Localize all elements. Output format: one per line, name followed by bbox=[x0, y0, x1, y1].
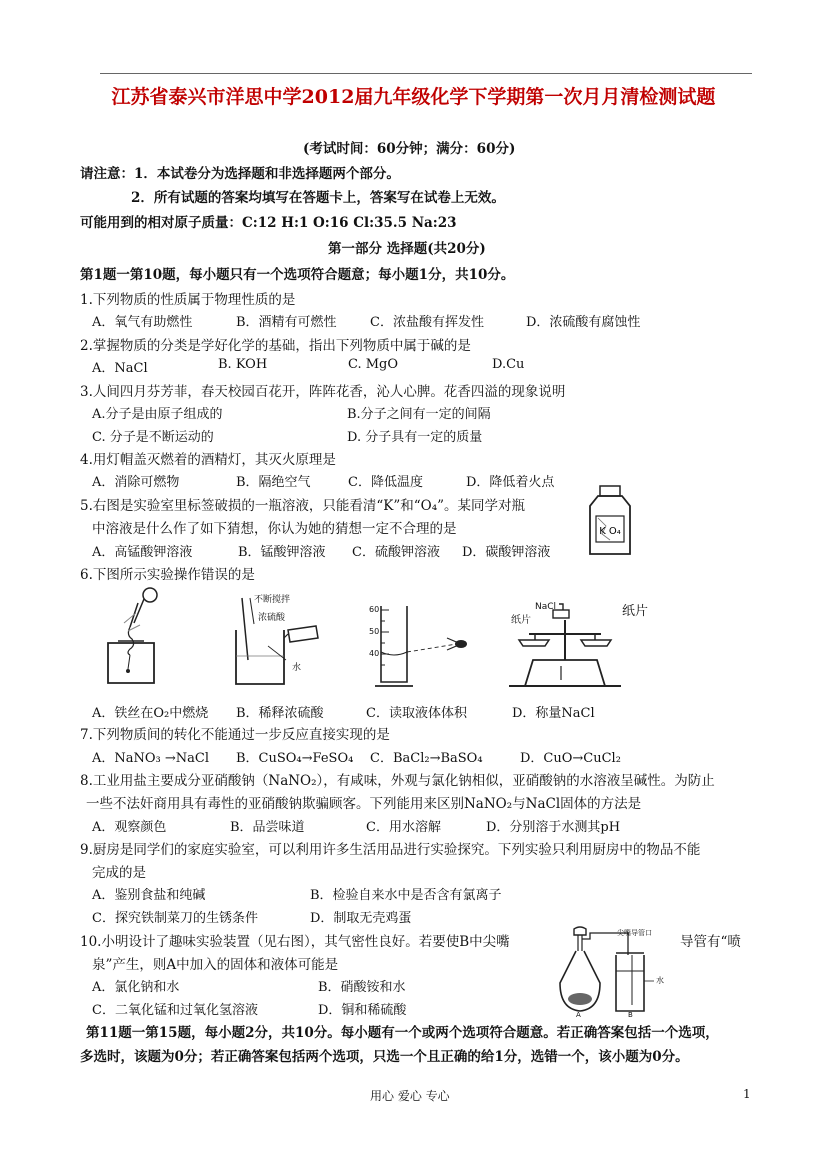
q7-option-b: B．CuSO₄→FeSO₄ bbox=[236, 751, 354, 766]
q6-stem: 6.下图所示实验操作错误的是 bbox=[80, 567, 255, 583]
q7-option-d: D．CuO→CuCl₂ bbox=[520, 751, 621, 766]
label-flask-a: A bbox=[576, 1011, 581, 1019]
tick-50: 50 bbox=[369, 627, 380, 636]
q5-option-c: C．硫酸钾溶液 bbox=[352, 545, 440, 560]
q10-stem-line1: 10.小明设计了趣味实验装置（见右图），其气密性良好。若要使B中尖嘴 bbox=[80, 934, 510, 950]
q9-stem-line2: 完成的是 bbox=[92, 865, 146, 881]
q7-option-a: A．NaNO₃ →NaCl bbox=[92, 751, 210, 766]
reagent-bottle-figure bbox=[580, 484, 640, 558]
q9-option-a: A．鉴别食盐和纯碱 bbox=[92, 888, 206, 903]
q8-option-d: D．分别溶于水测其pH bbox=[486, 820, 621, 835]
q5-stem-line2: 中溶液是什么作了如下猜想，你认为她的猜想一定不合理的是 bbox=[92, 521, 457, 537]
q10-option-d: D．铜和稀硫酸 bbox=[318, 1003, 407, 1018]
label-paper-left: 纸片 bbox=[511, 615, 531, 626]
q9-stem-line1: 9.厨房是同学们的家庭实验室，可以利用许多生活用品进行实验探究。下列实验只利用厨房中的物品不能 bbox=[80, 842, 701, 858]
exam-info: (考试时间：60分钟；满分：60分) bbox=[303, 141, 516, 157]
q5-option-b: B．锰酸钾溶液 bbox=[238, 545, 326, 560]
q5-option-d: D．碳酸钾溶液 bbox=[462, 545, 551, 560]
measuring-cylinder-figure bbox=[365, 604, 475, 690]
q10-stem-line1-end: 导管有“喷 bbox=[680, 934, 741, 950]
page-number: 1 bbox=[743, 1087, 751, 1101]
q9-option-d: D．制取无壳鸡蛋 bbox=[310, 911, 412, 926]
q7-option-c: C．BaCl₂→BaSO₄ bbox=[370, 751, 483, 766]
tick-60: 60 bbox=[369, 605, 380, 614]
q4-option-a: A．消除可燃物 bbox=[92, 475, 180, 490]
q3-option-b: B.分子之间有一定的间隔 bbox=[347, 407, 491, 422]
q8-stem-line1: 8.工业用盐主要成分亚硝酸钠（NaNO₂），有咸味，外观与氯化钠相似，亚硝酸钠的水溶液呈碱性。为防止 bbox=[80, 773, 715, 789]
q10-option-b: B．硝酸铵和水 bbox=[318, 980, 406, 995]
footer-motto: 用心 爱心 专心 bbox=[370, 1089, 450, 1103]
q4-stem: 4.用灯帽盖灭燃着的酒精灯，其灭火原理是 bbox=[80, 452, 336, 468]
fountain-apparatus-figure bbox=[552, 925, 672, 1017]
header-rule bbox=[100, 73, 752, 74]
q3-option-c: C. 分子是不断运动的 bbox=[92, 430, 214, 445]
section1-instructions: 第1题一第10题，每小题只有一个选项符合题意；每小题1分，共10分。 bbox=[80, 267, 515, 283]
label-paper-right: 纸片 bbox=[622, 604, 649, 619]
iron-wire-combustion-figure bbox=[100, 583, 162, 687]
q8-option-b: B．品尝味道 bbox=[230, 820, 305, 835]
q6-option-d: D．称量NaCl bbox=[512, 706, 595, 721]
q2-option-a: A．NaCl bbox=[92, 361, 148, 376]
label-nacl: NaCl bbox=[535, 602, 557, 612]
q8-option-c: C．用水溶解 bbox=[366, 820, 441, 835]
document-title: 江苏省泰兴市洋思中学2012届九年级化学下学期第一次月月清检测试题 bbox=[111, 86, 716, 108]
label-water: 水 bbox=[292, 663, 302, 673]
q4-option-b: B．隔绝空气 bbox=[236, 475, 311, 490]
section2-line1: 第11题一第15题，每小题2分，共10分。每小题有一个或两个选项符合题意。若正确答案包括一个选项， bbox=[86, 1025, 719, 1041]
q6-option-c: C．读取液体体积 bbox=[366, 706, 467, 721]
notice-1: 请注意：1．本试卷分为选择题和非选择题两个部分。 bbox=[80, 166, 400, 182]
q5-stem-line1: 5.右图是实验室里标签破损的一瓶溶液，只能看清“K”和“O₄”。某同学对瓶 bbox=[80, 498, 526, 514]
q10-option-a: A．氯化钠和水 bbox=[92, 980, 180, 995]
q3-option-a: A.分子是由原子组成的 bbox=[92, 407, 223, 422]
q8-option-a: A．观察颜色 bbox=[92, 820, 167, 835]
q1-option-d: D．浓硫酸有腐蚀性 bbox=[526, 315, 641, 330]
q6-option-b: B．稀释浓硫酸 bbox=[236, 706, 324, 721]
label-conc-acid: 浓硫酸 bbox=[258, 613, 286, 623]
part1-heading: 第一部分 选择题(共20分) bbox=[328, 241, 486, 257]
q4-option-d: D．降低着火点 bbox=[466, 475, 555, 490]
label-water-b: 水 bbox=[656, 976, 664, 985]
tick-40: 40 bbox=[369, 649, 380, 658]
q4-option-c: C．降低温度 bbox=[348, 475, 423, 490]
bottle-label-text: K O₄ bbox=[599, 526, 621, 537]
q1-option-c: C．浓盐酸有挥发性 bbox=[370, 315, 484, 330]
label-tip: 尖嘴导管口 bbox=[617, 929, 652, 937]
q1-stem: 1.下列物质的性质属于物理性质的是 bbox=[80, 292, 296, 308]
label-flask-b: B bbox=[628, 1011, 633, 1019]
q3-option-d: D. 分子具有一定的质量 bbox=[347, 430, 483, 445]
notice-2: 2．所有试题的答案均填写在答题卡上，答案写在试卷上无效。 bbox=[131, 190, 505, 206]
q9-option-c: C．探究铁制菜刀的生锈条件 bbox=[92, 911, 258, 926]
q6-option-a: A．铁丝在O₂中燃烧 bbox=[92, 706, 209, 721]
q8-stem-line2: 一些不法奸商用具有毒性的亚硝酸钠欺骗顾客。下列能用来区别NaNO₂与NaCl固体的方法是 bbox=[86, 796, 642, 812]
section2-line2: 多选时，该题为0分；若正确答案包括两个选项，只选一个且正确的给1分，选错一个，该小题为0分。 bbox=[80, 1049, 689, 1065]
q2-option-b: B. KOH bbox=[218, 357, 268, 372]
q5-option-a: A．高锰酸钾溶液 bbox=[92, 545, 193, 560]
q7-stem: 7.下列物质间的转化不能通过一步反应直接实现的是 bbox=[80, 727, 390, 743]
label-stirring: 不断搅拌 bbox=[254, 595, 291, 605]
q2-stem: 2.掌握物质的分类是学好化学的基础，指出下列物质中属于碱的是 bbox=[80, 338, 471, 354]
q3-stem: 3.人间四月芬芳菲，春天校园百花开，阵阵花香，沁人心脾。花香四溢的现象说明 bbox=[80, 384, 566, 400]
q10-stem-line2: 泉”产生，则A中加入的固体和液体可能是 bbox=[92, 957, 339, 973]
q10-option-c: C．二氧化锰和过氧化氢溶液 bbox=[92, 1003, 258, 1018]
q9-option-b: B．检验自来水中是否含有氯离子 bbox=[310, 888, 502, 903]
q1-option-a: A．氧气有助燃性 bbox=[92, 315, 193, 330]
q1-option-b: B．酒精有可燃性 bbox=[236, 315, 337, 330]
q2-option-d: D.Cu bbox=[492, 357, 525, 372]
q2-option-c: C. MgO bbox=[348, 357, 399, 372]
atomic-mass: 可能用到的相对原子质量：C:12 H:1 O:16 Cl:35.5 Na:23 bbox=[80, 215, 457, 231]
